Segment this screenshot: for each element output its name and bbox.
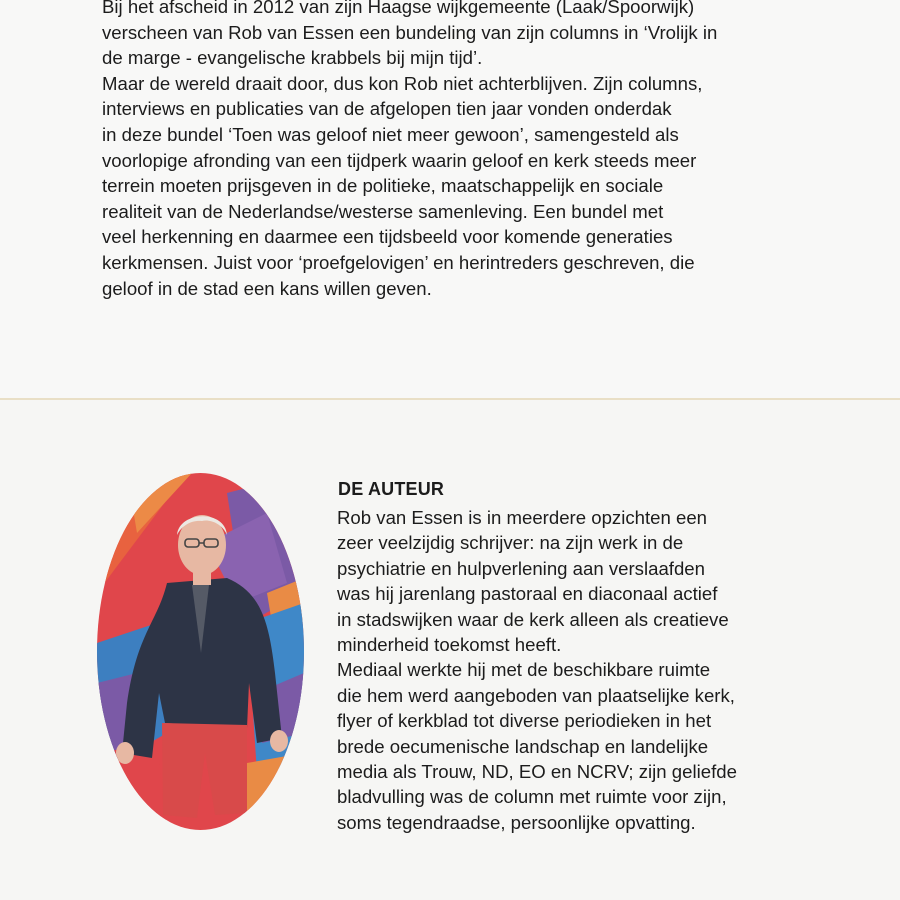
blurb-line: Bij het afscheid in 2012 van zijn Haagse wijkgemeente (Laak/Spoorwijk): [102, 0, 695, 17]
blurb-line: de marge - evangelische krabbels bij mijn tijd’.: [102, 47, 483, 69]
book-blurb-text: [102, 0, 802, 301]
blurb-line: kerkmensen. Juist voor ‘proefgelovigen’ en herintreders geschreven, die: [102, 251, 695, 273]
blurb-line: in deze bundel ‘Toen was geloof niet meer gewoon’, samengesteld als: [102, 123, 679, 145]
blurb-line: realiteit van de Nederlandse/westerse samenleving. Een bundel met: [102, 200, 664, 222]
author-bio-line: media als Trouw, ND, EO en NCRV; zijn geliefde: [337, 761, 737, 783]
author-heading: DE AUTEUR: [338, 479, 445, 499]
author-bio-line: Rob van Essen is in meerdere opzichten een: [337, 507, 708, 528]
author-bio-line: psychiatrie en hulpverlening aan verslaafden: [337, 557, 705, 579]
book-blurb-section: [0, 0, 900, 398]
blurb-line: veel herkenning en daarmee een tijdsbeeld voor komende generaties: [102, 226, 673, 248]
author-bio-line: was hij jarenlang pastoraal en diaconaal actief: [337, 583, 718, 605]
author-bio-line: soms tegendraadse, persoonlijke opvatting.: [337, 811, 696, 833]
author-portrait: [97, 473, 304, 830]
author-bio-line: die hem werd aangeboden van plaatselijke kerk,: [337, 684, 735, 706]
blurb-line: interviews en publicaties van de afgelopen tien jaar vonden onderdak: [102, 98, 672, 120]
blurb-line: verscheen van Rob van Essen een bundeling van zijn columns in ‘Vrolijk in: [102, 21, 718, 43]
author-bio-line: zeer veelzijdig schrijver: na zijn werk in de: [337, 532, 684, 554]
blurb-line: Maar de wereld draait door, dus kon Rob niet achterblijven. Zijn columns,: [102, 72, 703, 94]
author-bio-line: flyer of kerkblad tot diverse periodieken in het: [337, 710, 712, 732]
author-bio-line: minderheid toekomst heeft.: [337, 634, 562, 656]
blurb-line: geloof in de stad een kans willen geven.: [102, 277, 432, 299]
author-portrait-image: [97, 473, 304, 830]
author-bio-line: in stadswijken waar de kerk alleen als creatieve: [337, 608, 729, 630]
author-bio-line: Mediaal werkte hij met de beschikbare ruimte: [337, 659, 711, 681]
author-bio-text: [337, 505, 817, 835]
blurb-line: terrein moeten prijsgeven in de politieke, maatschappelijk en sociale: [102, 175, 664, 197]
author-bio-line: bladvulling was de column met ruimte voor zijn,: [337, 786, 727, 808]
blurb-line: voorlopige afronding van een tijdperk waarin geloof en kerk steeds meer: [102, 149, 697, 171]
author-bio-line: brede oecumenische landschap en landelijke: [337, 735, 709, 757]
